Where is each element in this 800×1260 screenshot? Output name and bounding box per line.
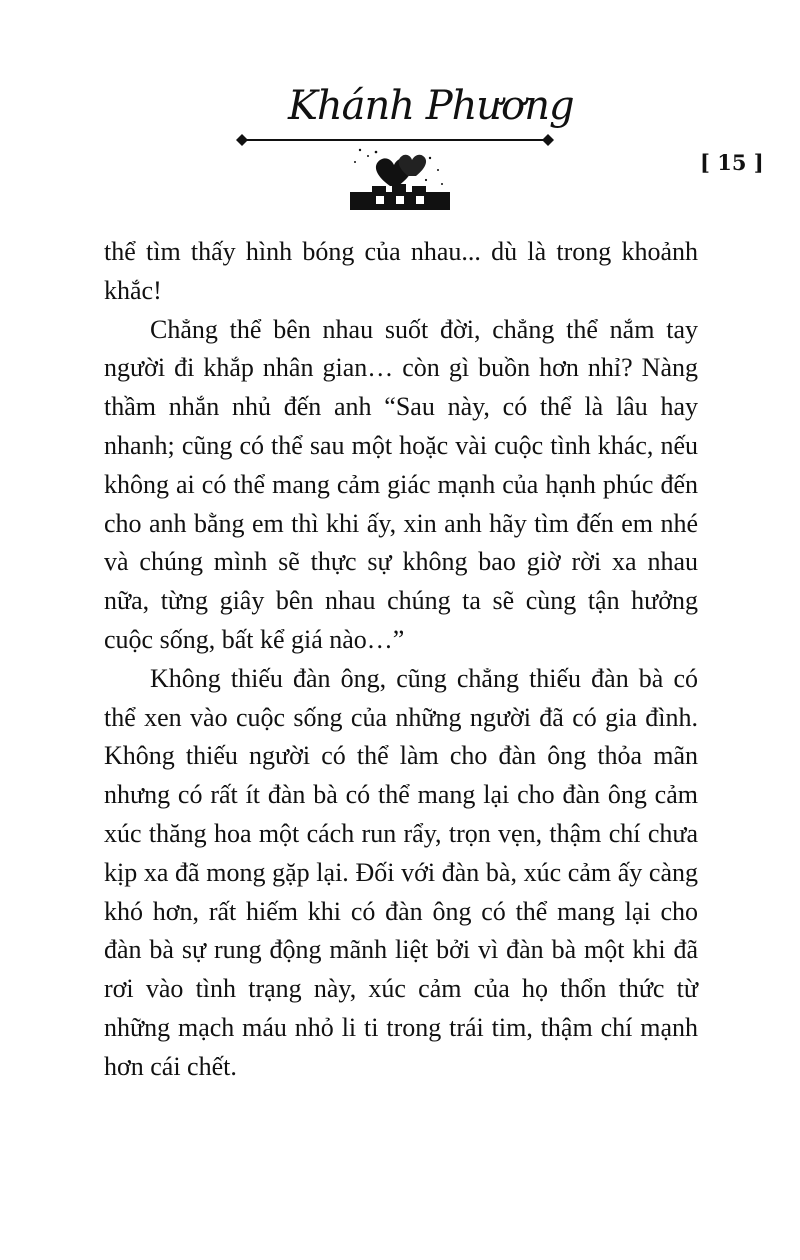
body-text	[104, 233, 698, 1087]
paragraph: Chẳng thể bên nhau suốt đời, chẳng thể nắm tay người đi khắp nhân gian… còn gì buồn hơn nhỉ? Nàng thầm nhắn nhủ đến anh “Sau này, có thể là lâu hay nhanh; cũng có thể sau một hoặc vài cuộc tình khác, nếu không ai có thể mang cảm giác mạnh của hạnh phúc đến cho anh bằng em thì khi ấy, xin anh hãy tìm đến em nhé và chúng mình sẽ thực sự không bao giờ rời xa nhau nữa, từng giây bên nhau chúng ta sẽ cùng tận hưởng cuộc sống, bất kể giá nào…”	[104, 314, 698, 654]
hearts-ornament-icon	[230, 128, 560, 218]
paragraph: thể tìm thấy hình bóng của nhau... dù là trong khoảnh khắc!	[104, 237, 698, 305]
page-header	[0, 0, 800, 230]
paragraph: Không thiếu đàn ông, cũng chẳng thiếu đàn bà có thể xen vào cuộc sống của những người đã có gia đình. Không thiếu người có thể làm cho đàn ông thỏa mãn nhưng có rất ít đàn bà có thể mang lại cho đàn ông cảm xúc thăng hoa một cách run rẩy, trọn vẹn, thậm chí chưa kịp xa đã mong gặp lại. Đối với đàn bà, xúc cảm ấy càng khó hơn, rất hiếm khi có đàn ông có thể mang lại cho đàn bà sự rung động mãnh liệt bởi vì đàn bà một khi đã rơi vào tình trạng này, xúc cảm của họ thổn thức từ những mạch máu nhỏ li ti trong trái tim, thậm chí mạnh hơn cái chết.	[104, 663, 698, 1081]
author-name: Khánh Phương	[288, 83, 574, 129]
page-number: [ 15 ]	[700, 150, 764, 175]
